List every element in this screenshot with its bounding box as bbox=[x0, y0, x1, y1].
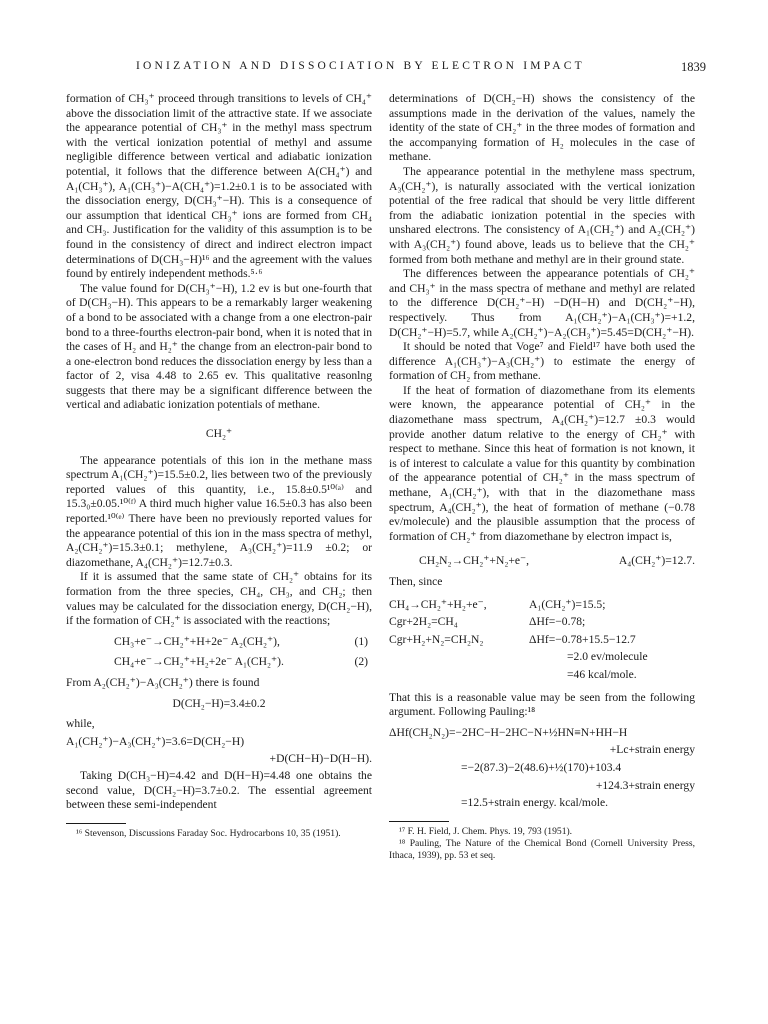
equation-rhs: ΔHf=−0.78; bbox=[529, 615, 586, 629]
equation-text: CH₃+e⁻→CH₂⁺+H+2e⁻ A₂(CH₂⁺), bbox=[114, 634, 280, 648]
left-column bbox=[66, 92, 372, 840]
equation-line: ΔHf(CH₂N₂)=−2HC−H−2HC−N+½HN≡N+HH−H bbox=[389, 725, 628, 739]
text-line: Then, since bbox=[389, 575, 443, 588]
equation-line: =−2(87.3)−2(48.6)+½(170)+103.4 bbox=[461, 760, 622, 774]
page-number: 1839 bbox=[681, 60, 706, 74]
footnote: ¹⁸ Pauling, The Nature of the Chemical Bond (Cornell University Press, Ithaca, 1939), pp. 53 et seq. bbox=[389, 837, 695, 861]
paragraph: It should be noted that Voge⁷ and Field¹⁷ have both used the difference A₁(CH₃⁺)−A₃(CH₂⁺) to estimate the energy of formation of CH₂ from methane. bbox=[389, 340, 695, 383]
equation-diazomethane bbox=[389, 554, 695, 569]
paragraph: That this is a reasonable value may be seen from the following argument. Following Pauling:¹⁸ bbox=[389, 690, 695, 719]
equation-2 bbox=[66, 655, 372, 670]
equation-rhs: =46 kcal/mole. bbox=[567, 667, 637, 681]
footnote-divider bbox=[66, 823, 126, 824]
equation-1 bbox=[66, 635, 372, 650]
equation-lhs: Cgr+2H₂=CH₄ bbox=[389, 615, 458, 629]
paragraph: If the heat of formation of diazomethane from its elements were known, the appearance potential of CH₂⁺ in the diazomethane mass spectrum, A₄(CH₂⁺)=12.7 ±0.3 would provide another datum relative to the energy of CH₂⁺ with respect to methane. Since this heat of formation is not known, it is of interest to calculate a value for this quantity by combination of the appearance potential of CH₂⁺ in the mass spectrum of methane, A₁(CH₂⁺), with that in the diazomethane mass spectrum, A₄(CH₂⁺), the heat of formation of methane (−0.78 ev/molecule) and the plausible assumption that the process of formation of CH₂⁺ from diazomethane by electron impact is, bbox=[389, 383, 695, 543]
equation-number: (2) bbox=[354, 655, 368, 669]
equation-number: (1) bbox=[354, 634, 368, 648]
equation-lhs bbox=[389, 650, 529, 665]
equation-grid bbox=[389, 598, 695, 683]
equation-line: +124.3+strain energy bbox=[595, 778, 695, 792]
running-title: IONIZATION AND DISSOCIATION BY ELECTRON IMPACT bbox=[136, 60, 585, 72]
equation-lhs: CH₄→CH₂⁺+H₂+e⁻, bbox=[389, 597, 487, 611]
paragraph: formation of CH₃⁺ proceed through transitions to levels of CH₄⁺ above the dissociation limit of the attractive state. If we associate the appearance potential of CH₃⁺ in the methyl mass spectrum with the vertical ionization potential of methyl and assume negligible difference between vertical and adiabatic ionization potential, it follows that the difference between A(CH₄⁺) and A₁(CH₃⁺), A₁(CH₃⁺)−A(CH₄⁺)=1.2±0.1 is to be associated with the dissociation energy, D(CH₃⁺−H). This is a consequence of our assumption that identical CH₃⁺ ions are formed from CH₄ and CH₃. Justification for the validity of this assumption is to be found in the consistency of direct and indirect electron impact determinations of D(CH₃−H)¹⁶ and the agreement with the values found by entirely independent methods.⁵·⁶ bbox=[66, 92, 372, 281]
equation-line: +D(CH−H)−D(H−H). bbox=[269, 752, 372, 766]
equation-line: =12.5+strain energy. kcal/mole. bbox=[461, 796, 609, 810]
equation-lhs bbox=[389, 668, 529, 683]
equation-rhs: A₁(CH₂⁺)=15.5; bbox=[529, 597, 606, 611]
paragraph: Taking D(CH₃−H)=4.42 and D(H−H)=4.48 one obtains the second value, D(CH₂−H)=3.7±0.2. The essential agreement between these semi-independent bbox=[66, 768, 372, 812]
equation-result: D(CH₂−H)=3.4±0.2 bbox=[172, 696, 266, 710]
equation-rhs: =2.0 ev/molecule bbox=[567, 650, 648, 664]
equation-line: +Lc+strain energy bbox=[609, 743, 695, 757]
paragraph: The appearance potential in the methylene mass spectrum, A₃(CH₂⁺), is naturally associated with the vertical ionization potential of the free radical that should be very little different from the adiabatic ionization potential in the species with unshared electrons. The consistency of A₁(CH₂⁺) and A₂(CH₂⁺) with A₃(CH₂⁺) found above, leads us to believe that the CH₂⁺ formed from both methane and methyl are in their ground state. bbox=[389, 164, 695, 266]
paragraph: The value found for D(CH₃⁺−H), 1.2 ev is but one-fourth that of D(CH₃−H). This appears to be a remarkably larger weakening of a bond to be associated with a change from a one electron-pair bond to a three-fourths electron-pair bond, when it is noted that in the cases of H₂ and H₂⁺ the change from an electron-pair bond to a one-electron bond reduces the dissociation energy by less than a factor of 2, visa 4.48 to 2.65 ev. This qualitative reasonlng suggests that there may be a significant difference between the vertical and adiabatic ionization potentials of methane. bbox=[66, 281, 372, 412]
equation-text: CH₄+e⁻→CH₂⁺+H₂+2e⁻ A₁(CH₂⁺). bbox=[114, 655, 284, 669]
section-heading: CH₂⁺ bbox=[205, 427, 233, 441]
text-line: while, bbox=[66, 717, 95, 731]
footnote-divider bbox=[389, 821, 449, 822]
text-line: From A₂(CH₂⁺)−A₃(CH₂⁺) there is found bbox=[66, 675, 260, 689]
equation-lhs: Cgr+H₂+N₂=CH₂N₂ bbox=[389, 632, 484, 646]
footnote: ¹⁶ Stevenson, Discussions Faraday Soc. Hydrocarbons 10, 35 (1951). bbox=[76, 827, 341, 839]
equation-text: A₄(CH₂⁺)=12.7. bbox=[618, 554, 695, 568]
equation-line: A₁(CH₂⁺)−A₃(CH₂⁺)=3.6=D(CH₂−H) bbox=[66, 734, 245, 748]
paragraph: The differences between the appearance potentials of CH₂⁺ and CH₃⁺ in the mass spectra of methane and methyl are related to the difference D(CH₂⁺−H) −D(H−H) and D(CH₂⁺−H), respectively. Thus from A₁(CH₂⁺)−A₁(CH₃⁺)=+1.2, D(CH₂⁺−H)=5.7, while A₂(CH₂⁺)−A₂(CH₃⁺)=5.45=D(CH₂⁺−H). bbox=[389, 267, 695, 339]
heat-of-formation-calc bbox=[389, 726, 695, 811]
equation-rhs: ΔHf=−0.78+15.5−12.7 bbox=[529, 632, 636, 646]
page-header bbox=[66, 60, 706, 78]
footnote: ¹⁷ F. H. Field, J. Chem. Phys. 19, 793 (1951). bbox=[399, 825, 573, 837]
equation-text: CH₂N₂→CH₂⁺+N₂+e⁻, bbox=[419, 554, 530, 568]
paragraph: The appearance potentials of this ion in the methane mass spectrum A₁(CH₂⁺)=15.5±0.2, lies between two of the previously reported values of this quantity, i.e., 15.8±0.5¹⁰⁽ᵃ⁾ and 15.3₀±0.05.¹⁰⁽ᶠ⁾ A third much higher value 16.5±0.3 has also been reported.¹⁰⁽ᵉ⁾ There have been no previously reported values for the appearance potential of this ion in the mass spectra of methyl, A₂(CH₂⁺)=15.3±0.1; methylene, A₃(CH₂⁺)=11.9 ±0.2; or diazomethane, A₄(CH₂⁺)=12.7±0.3. bbox=[66, 453, 372, 569]
right-column bbox=[389, 92, 695, 862]
paragraph: If it is assumed that the same state of CH₂⁺ obtains for its formation from the three species, CH₄, CH₃, and CH₂; then values may be calculated for the dissociation energy, D(CH₂−H), if the formation of CH₂⁺ is associated with the reactions; bbox=[66, 570, 372, 628]
paragraph: determinations of D(CH₂−H) shows the consistency of the assumptions made in the derivation of the values, namely the identity of the state of CH₂⁺ in the three modes of formation and the accompanying formation of H₂ molecules in the case of methane. bbox=[389, 92, 695, 164]
